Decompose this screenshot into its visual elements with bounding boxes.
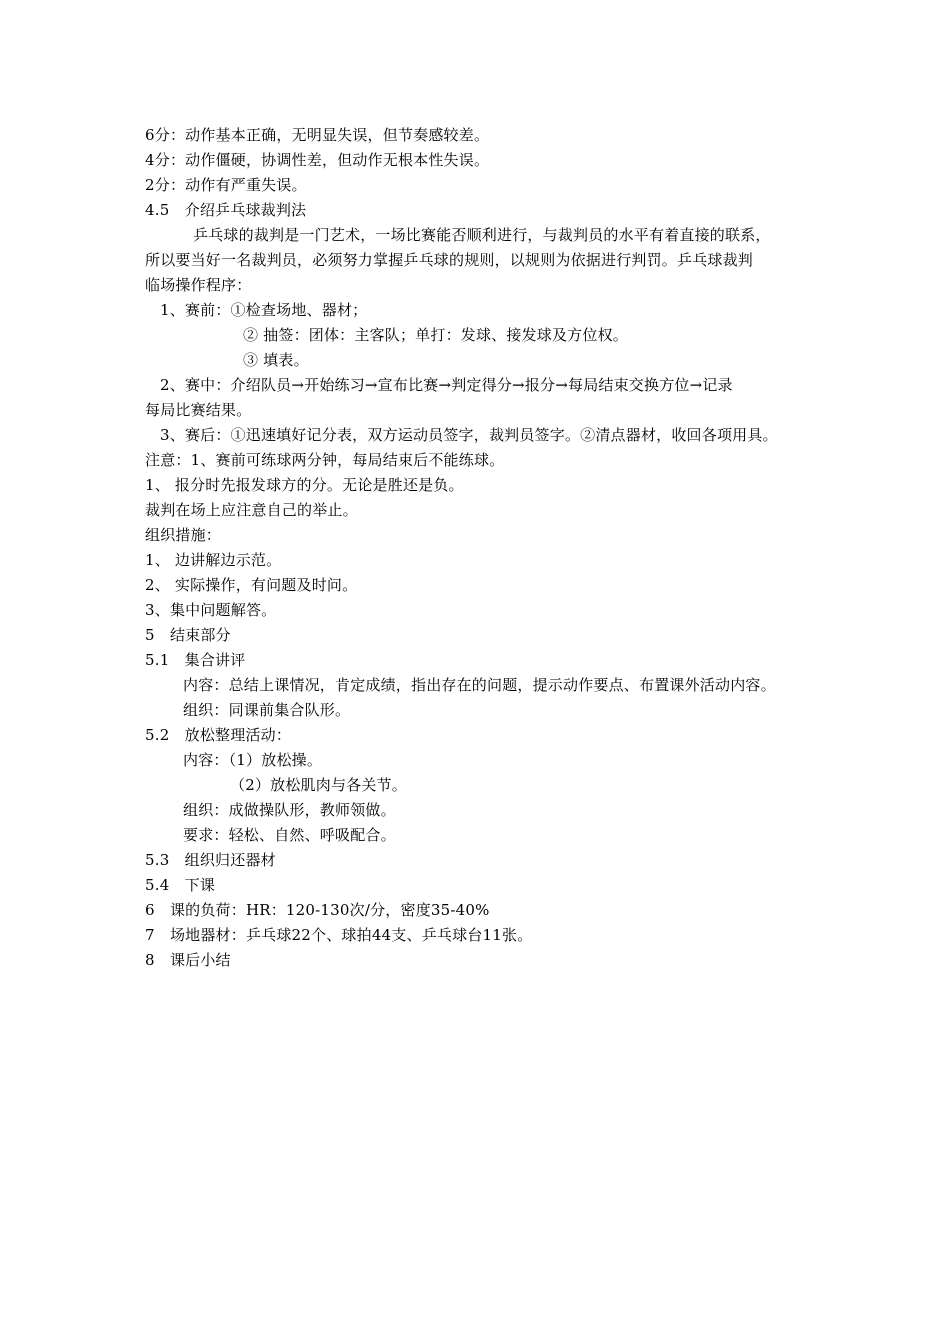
text-line: 6分：动作基本正确，无明显失误，但节奏感较差。 bbox=[145, 126, 490, 144]
text-line: 6 课的负荷：HR：120-130次/分，密度35-40% bbox=[145, 901, 490, 919]
section-heading: 5.3 组织归还器材 bbox=[145, 851, 276, 869]
text-line: 乒乓球的裁判是一门艺术，一场比赛能否顺利进行，与裁判员的水平有着直接的联系， bbox=[193, 226, 771, 244]
text-line: 3、赛后：①迅速填好记分表，双方运动员签字，裁判员签字。②清点器材，收回各项用具。 bbox=[160, 426, 778, 444]
section-heading: 5.2 放松整理活动： bbox=[145, 726, 292, 744]
text-line: 组织：成做操队形，教师领做。 bbox=[183, 801, 396, 819]
text-line: 2、 实际操作，有问题及时问。 bbox=[145, 576, 358, 594]
text-line: 组织：同课前集合队形。 bbox=[183, 701, 351, 719]
text-line: 组织措施： bbox=[145, 526, 222, 544]
section-heading: 5.4 下课 bbox=[145, 876, 216, 894]
text-line: 3、集中问题解答。 bbox=[145, 601, 277, 619]
text-line: 裁判在场上应注意自己的举止。 bbox=[145, 501, 358, 519]
text-line: ② 抽签：团体：主客队；单打：发球、接发球及方位权。 bbox=[243, 326, 628, 344]
text-line: 4分：动作僵硬，协调性差，但动作无根本性失误。 bbox=[145, 151, 490, 169]
text-line: 所以要当好一名裁判员，必须努力掌握乒乓球的规则，以规则为依据进行判罚。乒乓球裁判 bbox=[145, 251, 754, 269]
section-heading: 5 结束部分 bbox=[145, 626, 231, 644]
text-line: 2分：动作有严重失误。 bbox=[145, 176, 307, 194]
text-line: ③ 填表。 bbox=[243, 351, 309, 369]
text-line: 2、赛中：介绍队员→开始练习→宣布比赛→判定得分→报分→每局结束交换方位→记录 bbox=[160, 376, 733, 394]
section-heading: 4.5 介绍乒乓球裁判法 bbox=[145, 201, 307, 219]
section-heading: 8 课后小结 bbox=[145, 951, 231, 969]
text-line: 每局比赛结果。 bbox=[145, 401, 252, 419]
text-line: 要求：轻松、自然、呼吸配合。 bbox=[183, 826, 396, 844]
text-line: 1、 报分时先报发球方的分。无论是胜还是负。 bbox=[145, 476, 464, 494]
text-line: （2）放松肌肉与各关节。 bbox=[230, 776, 407, 794]
text-line: 注意：1、赛前可练球两分钟，每局结束后不能练球。 bbox=[145, 451, 505, 469]
text-line: 1、 边讲解边示范。 bbox=[145, 551, 282, 569]
text-line: 7 场地器材：乒乓球22个、球拍44支、乒乓球台11张。 bbox=[145, 926, 533, 944]
text-line: 内容：（1）放松操。 bbox=[183, 751, 323, 769]
section-heading: 5.1 集合讲评 bbox=[145, 651, 246, 669]
text-line: 内容：总结上课情况，肯定成绩，指出存在的问题，提示动作要点、布置课外活动内容。 bbox=[183, 676, 776, 694]
text-line: 临场操作程序： bbox=[145, 276, 252, 294]
text-line: 1、赛前：①检查场地、器材； bbox=[160, 301, 368, 319]
